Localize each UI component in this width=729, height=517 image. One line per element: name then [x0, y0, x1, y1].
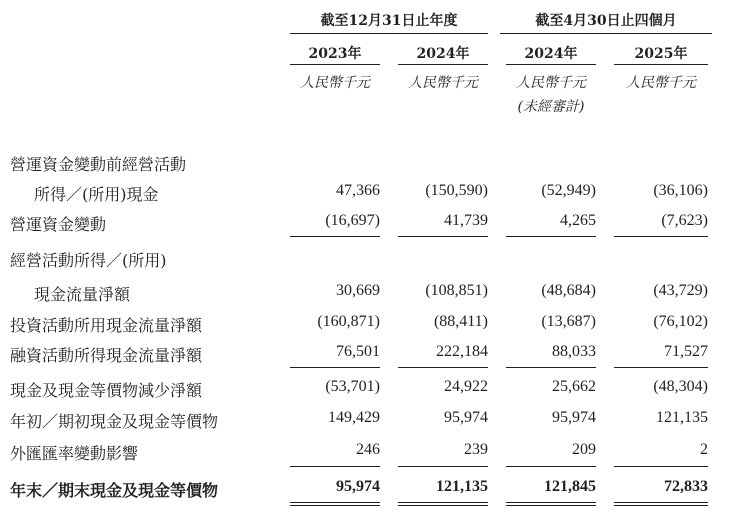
unit-label: 人民幣千元	[300, 75, 370, 91]
value-cell: 71,527	[664, 343, 708, 360]
value-cell: (48,684)	[541, 282, 596, 299]
unit-label: 人民幣千元	[516, 75, 586, 91]
value-cell: (7,623)	[661, 212, 708, 229]
total-value-cell: 121,135	[436, 478, 488, 495]
total-double-underline	[398, 502, 488, 506]
value-cell: (16,697)	[325, 212, 380, 229]
value-cell: (43,729)	[653, 282, 708, 299]
value-cell: (88,411)	[433, 313, 488, 330]
subtotal-line	[506, 466, 596, 467]
row-label: 現金流量淨額	[34, 285, 131, 304]
value-cell: 47,366	[336, 182, 380, 199]
row-label: 現金及現金等價物減少淨額	[10, 381, 203, 400]
subtotal-line	[398, 236, 488, 237]
year-header: 2023年	[308, 46, 362, 62]
unit-label: 人民幣千元	[626, 75, 696, 91]
value-cell: (108,851)	[425, 282, 488, 299]
value-cell: 2	[700, 441, 708, 458]
row-label: 營運資金變動前經營活動	[10, 155, 187, 174]
subtotal-line	[398, 367, 488, 368]
value-cell: (160,871)	[317, 313, 380, 330]
row-label: 營運資金變動	[10, 215, 107, 234]
total-value-cell: 72,833	[664, 478, 708, 495]
subtotal-line	[506, 236, 596, 237]
year-underline	[506, 64, 596, 65]
total-value-cell: 95,974	[336, 478, 380, 495]
value-cell: 209	[572, 441, 596, 458]
subtotal-line	[398, 466, 488, 467]
value-cell: 222,184	[436, 343, 488, 360]
value-cell: (76,102)	[653, 313, 708, 330]
unaudited-label: (未經審計)	[517, 99, 585, 115]
value-cell: (150,590)	[425, 182, 488, 199]
value-cell: 246	[356, 441, 380, 458]
unit-label: 人民幣千元	[408, 75, 478, 91]
value-cell: (36,106)	[653, 182, 708, 199]
year-header: 2024年	[416, 46, 470, 62]
total-row-label: 年末／期末現金及現金等價物	[10, 481, 219, 500]
row-label: 經營活動所得／(所用)	[10, 251, 167, 270]
total-value-cell: 121,845	[544, 478, 596, 495]
year-underline	[398, 64, 488, 65]
value-cell: 121,135	[656, 409, 708, 426]
value-cell: 41,739	[444, 212, 488, 229]
subtotal-line	[614, 367, 708, 368]
value-cell: (52,949)	[541, 182, 596, 199]
subtotal-line	[290, 367, 380, 368]
value-cell: 95,974	[552, 409, 596, 426]
year-underline	[290, 64, 380, 65]
subtotal-line	[290, 236, 380, 237]
year-underline	[614, 64, 708, 65]
value-cell: 239	[464, 441, 488, 458]
subtotal-line	[614, 236, 708, 237]
row-label: 融資活動所得現金流量淨額	[10, 346, 203, 365]
value-cell: (53,701)	[325, 378, 380, 395]
total-double-underline	[290, 502, 380, 506]
value-cell: 76,501	[336, 343, 380, 360]
value-cell: 88,033	[552, 343, 596, 360]
row-label: 年初／期初現金及現金等價物	[10, 412, 219, 431]
year-header: 2025年	[634, 46, 688, 62]
value-cell: (48,304)	[653, 378, 708, 395]
value-cell: 149,429	[328, 409, 380, 426]
total-double-underline	[614, 502, 708, 506]
row-label: 投資活動所用現金流量淨額	[10, 316, 203, 335]
group-underline	[500, 33, 712, 34]
value-cell: 4,265	[560, 212, 596, 229]
row-label: 外匯匯率變動影響	[10, 444, 139, 463]
value-cell: (13,687)	[541, 313, 596, 330]
period-header-four-months: 截至4月30日止四個月	[535, 13, 677, 29]
value-cell: 30,669	[336, 282, 380, 299]
row-label: 所得／(所用)現金	[34, 185, 159, 204]
subtotal-line	[614, 466, 708, 467]
subtotal-line	[290, 466, 380, 467]
period-header-year-ended: 截至12月31日止年度	[320, 13, 458, 29]
value-cell: 24,922	[444, 378, 488, 395]
year-header: 2024年	[524, 46, 578, 62]
subtotal-line	[506, 367, 596, 368]
value-cell: 95,974	[444, 409, 488, 426]
total-double-underline	[506, 502, 596, 506]
value-cell: 25,662	[552, 378, 596, 395]
group-underline	[290, 33, 488, 34]
